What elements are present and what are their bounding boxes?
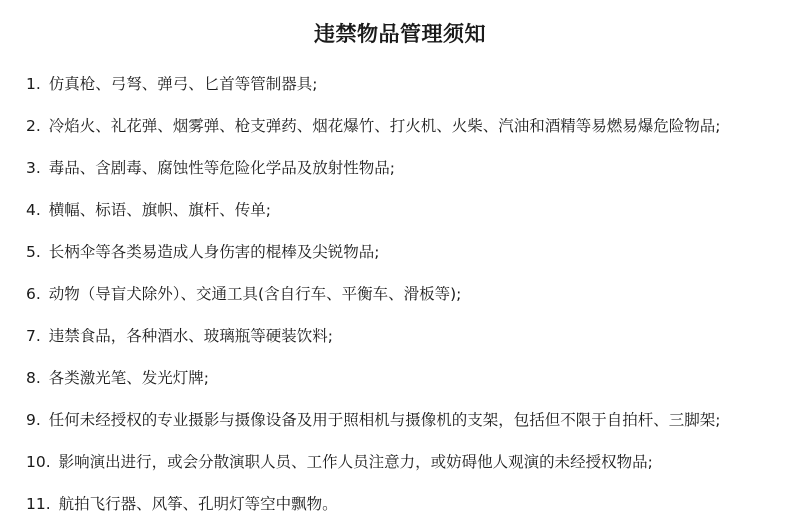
item-text: 违禁食品，各种酒水、玻璃瓶等硬装饮料; xyxy=(48,327,334,345)
item-text: 毒品、含剧毒、腐蚀性等危险化学品及放射性物品; xyxy=(48,159,396,177)
list-item xyxy=(26,105,796,147)
list-item xyxy=(26,399,796,441)
item-text: 影响演出进行，或会分散演职人员、工作人员注意力，或妨碍他人观演的未经授权物品; xyxy=(58,453,653,471)
list-item xyxy=(26,147,796,189)
list-item xyxy=(26,441,796,483)
item-text: 动物（导盲犬除外）、交通工具(含自行车、平衡车、滑板等); xyxy=(48,285,462,303)
item-number: 7. xyxy=(26,327,41,345)
item-number: 10. xyxy=(26,453,51,471)
item-number: 4. xyxy=(26,201,41,219)
item-text: 长柄伞等各类易造成人身伤害的棍棒及尖锐物品; xyxy=(48,243,380,261)
item-text: 横幅、标语、旗帜、旗杆、传单; xyxy=(48,201,272,219)
item-number: 6. xyxy=(26,285,41,303)
list-item xyxy=(26,63,796,105)
list-item xyxy=(26,483,796,525)
page-title: 违禁物品管理须知 xyxy=(314,22,486,46)
item-text: 航拍飞行器、风筝、孔明灯等空中飘物。 xyxy=(58,495,338,513)
prohibited-items-list xyxy=(26,63,796,525)
item-number: 5. xyxy=(26,243,41,261)
item-number: 1. xyxy=(26,75,41,93)
list-item xyxy=(26,231,796,273)
list-item xyxy=(26,273,796,315)
item-text: 冷焰火、礼花弹、烟雾弹、枪支弹药、烟花爆竹、打火机、火柴、汽油和酒精等易燃易爆危险物品; xyxy=(48,117,721,135)
item-text: 任何未经授权的专业摄影与摄像设备及用于照相机与摄像机的支架，包括但不限于自拍杆、三脚架; xyxy=(48,411,721,429)
list-item xyxy=(26,315,796,357)
list-item xyxy=(26,189,796,231)
item-text: 仿真枪、弓弩、弹弓、匕首等管制器具; xyxy=(48,75,318,93)
item-number: 11. xyxy=(26,495,51,513)
item-text: 各类激光笔、发光灯牌; xyxy=(48,369,210,387)
item-number: 2. xyxy=(26,117,41,135)
item-number: 9. xyxy=(26,411,41,429)
item-number: 8. xyxy=(26,369,41,387)
item-number: 3. xyxy=(26,159,41,177)
list-item xyxy=(26,357,796,399)
